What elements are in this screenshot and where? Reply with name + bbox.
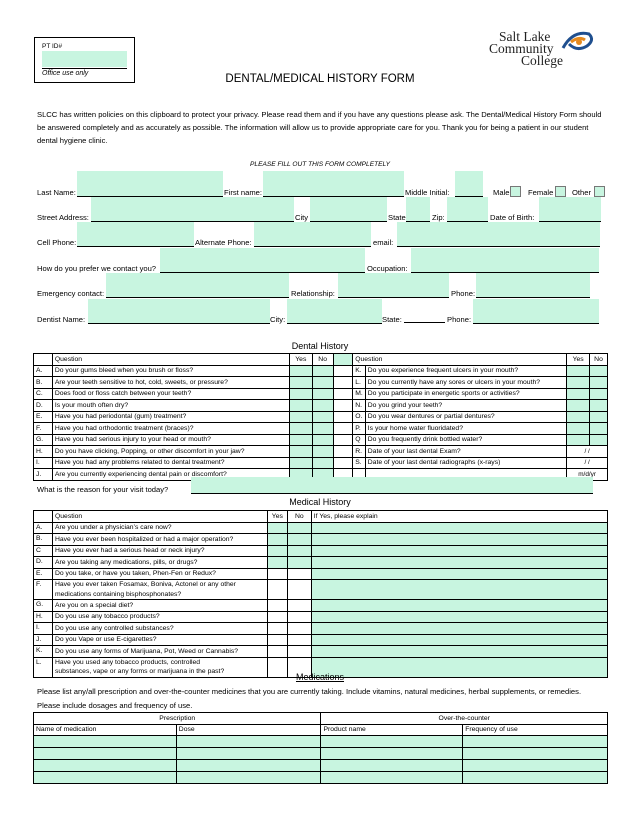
dental-question-right: Do you wear dentures or partial dentures? bbox=[365, 411, 566, 423]
dental-letter: J. bbox=[34, 469, 53, 481]
other-checkbox[interactable] bbox=[594, 186, 605, 197]
medical-col-explain: If Yes, please explain bbox=[311, 511, 607, 523]
medical-col-question: Question bbox=[52, 511, 267, 523]
dental-date-cell[interactable]: m/d/yr bbox=[567, 469, 608, 481]
medical-explain-cell[interactable] bbox=[311, 568, 607, 580]
intro-paragraph: SLCC has written policies on this clipboard to protect your privacy. Please read them and if you have any questions please ask. The Dental/Medical History Form should be answered completely and as accurately as possible. The information will allow us to provide appropriate care for you. Thank you for being a patient in our student dental hygiene clinic. bbox=[37, 110, 602, 145]
dental-question: Are your teeth sensitive to hot, cold, sweets, or pressure? bbox=[52, 377, 289, 389]
email-label: email: bbox=[373, 238, 394, 247]
relationship-label: Relationship: bbox=[291, 289, 335, 298]
table-row bbox=[34, 423, 608, 435]
dental-no-cell-right[interactable] bbox=[590, 434, 608, 446]
table-row bbox=[34, 457, 608, 469]
male-label: Male bbox=[493, 188, 510, 197]
medications-group-row bbox=[34, 713, 608, 725]
table-row bbox=[34, 545, 608, 557]
dental-gap-cell bbox=[333, 434, 353, 446]
first-name-field[interactable] bbox=[263, 171, 404, 197]
medical-no-cell[interactable] bbox=[287, 580, 311, 600]
table-row bbox=[34, 534, 608, 546]
medical-explain-cell[interactable] bbox=[311, 646, 607, 658]
medical-yes-cell[interactable] bbox=[267, 545, 287, 557]
dentist-city-field[interactable] bbox=[287, 299, 382, 324]
dob-label: Date of Birth: bbox=[490, 213, 535, 222]
table-row bbox=[34, 400, 608, 412]
emergency-phone-label: Phone: bbox=[451, 289, 476, 298]
dentist-state-field[interactable] bbox=[404, 322, 445, 323]
dental-question-right: Do you participate in energetic sports or activities? bbox=[365, 388, 566, 400]
dental-yes-cell[interactable] bbox=[289, 446, 312, 458]
medical-question-text: Do you use any tobacco products? bbox=[54, 613, 160, 620]
dental-letter-right: N. bbox=[353, 400, 366, 412]
medications-table bbox=[33, 712, 608, 784]
product-name-cell[interactable] bbox=[321, 736, 463, 748]
medical-explain-cell[interactable] bbox=[311, 634, 607, 646]
city-field[interactable] bbox=[310, 197, 387, 222]
dose-cell[interactable] bbox=[176, 760, 321, 772]
female-checkbox[interactable] bbox=[555, 186, 566, 197]
medical-no-cell[interactable] bbox=[287, 623, 311, 635]
table-row bbox=[34, 568, 608, 580]
first-name-label: First name: bbox=[224, 188, 262, 197]
table-row bbox=[34, 634, 608, 646]
medical-letter: H. bbox=[34, 611, 53, 623]
medical-letter: L. bbox=[34, 657, 53, 677]
table-row bbox=[34, 522, 608, 534]
street-field[interactable] bbox=[91, 197, 294, 222]
medical-letter: E. bbox=[34, 568, 53, 580]
dental-yes-cell[interactable] bbox=[289, 377, 312, 389]
dental-question: Do you have clicking, Popping, or other discomfort in your jaw? bbox=[52, 446, 289, 458]
otc-header: Over-the-counter bbox=[321, 713, 608, 725]
medical-no-cell[interactable] bbox=[287, 611, 311, 623]
dental-yes-cell-right[interactable] bbox=[567, 400, 590, 412]
dental-date-cell[interactable]: / / bbox=[567, 457, 608, 469]
dental-no-cell-right[interactable] bbox=[590, 377, 608, 389]
dental-letter: E. bbox=[34, 411, 53, 423]
medical-letter: C bbox=[34, 545, 53, 557]
medical-question-text: Are you on a special diet? bbox=[54, 601, 134, 609]
table-row bbox=[34, 411, 608, 423]
medication-name-cell[interactable] bbox=[34, 736, 177, 748]
alt-phone-label: Alternate Phone: bbox=[195, 238, 252, 247]
emergency-field[interactable] bbox=[106, 273, 289, 298]
dental-yes-cell-right[interactable] bbox=[567, 388, 590, 400]
medical-no-cell[interactable] bbox=[287, 600, 311, 612]
dental-no-cell[interactable] bbox=[312, 423, 333, 435]
medical-question-text: Do you use any forms of Marijuana, Pot, Weed or Cannabis? bbox=[54, 647, 239, 655]
table-row bbox=[34, 760, 608, 772]
medical-explain-cell[interactable] bbox=[311, 557, 607, 569]
dental-letter-right: O. bbox=[353, 411, 366, 423]
dental-gap-cell bbox=[333, 400, 353, 412]
table-row bbox=[34, 580, 608, 600]
medical-question bbox=[52, 568, 267, 580]
medical-no-cell[interactable] bbox=[287, 557, 311, 569]
frequency-cell[interactable] bbox=[463, 760, 608, 772]
reason-field[interactable] bbox=[191, 477, 593, 494]
office-use-note: Office use only bbox=[42, 70, 89, 77]
medical-letter: J. bbox=[34, 634, 53, 646]
medical-question bbox=[52, 545, 267, 557]
logo-emblem-icon bbox=[559, 28, 597, 56]
dental-letter: I. bbox=[34, 457, 53, 469]
dental-col-question: Question bbox=[52, 354, 289, 366]
dental-letter: C. bbox=[34, 388, 53, 400]
fill-instruction: PLEASE FILL OUT THIS FORM COMPLETELY bbox=[250, 161, 390, 168]
dental-question: Is your mouth often dry? bbox=[52, 400, 289, 412]
medical-question-text: Have you ever had a serious head or neck injury? bbox=[54, 547, 205, 554]
dental-question-right: Do you frequently drink bottled water? bbox=[365, 434, 566, 446]
emergency-phone-field[interactable] bbox=[476, 273, 590, 298]
medical-explain-cell[interactable] bbox=[311, 580, 607, 600]
dentist-name-field[interactable] bbox=[88, 299, 270, 324]
dental-no-cell[interactable] bbox=[312, 400, 333, 412]
medical-question bbox=[52, 623, 267, 635]
table-row bbox=[34, 600, 608, 612]
medical-question-text: Have you used any tobacco products, controlled bbox=[54, 658, 201, 666]
dental-question: Have you had orthodontic treatment (braces)? bbox=[52, 423, 289, 435]
dental-letter-right: S. bbox=[353, 457, 366, 469]
dose-cell[interactable] bbox=[176, 736, 321, 748]
dentist-phone-field[interactable] bbox=[473, 299, 599, 324]
dental-yes-cell[interactable] bbox=[289, 388, 312, 400]
email-field[interactable] bbox=[397, 222, 600, 247]
other-label: Other bbox=[572, 188, 591, 197]
dental-header-blank bbox=[34, 354, 53, 366]
last-name-label: Last Name: bbox=[37, 188, 76, 197]
medical-question bbox=[52, 634, 267, 646]
medical-letter: B. bbox=[34, 534, 53, 546]
dental-gap-cell bbox=[333, 388, 353, 400]
zip-field[interactable] bbox=[447, 197, 488, 222]
table-row bbox=[34, 388, 608, 400]
medications-heading: Medications bbox=[295, 672, 345, 682]
medication-name-cell[interactable] bbox=[34, 772, 177, 784]
dose-cell[interactable] bbox=[176, 772, 321, 784]
col-frequency: Frequency of use bbox=[463, 724, 608, 736]
dental-letter: A. bbox=[34, 365, 53, 377]
dental-no-cell-right[interactable] bbox=[590, 411, 608, 423]
middle-initial-field[interactable] bbox=[455, 171, 483, 197]
medical-no-cell[interactable] bbox=[287, 646, 311, 658]
dental-col-no: No bbox=[312, 354, 333, 366]
col-product-name: Product name bbox=[321, 724, 463, 736]
dental-yes-cell-right[interactable] bbox=[567, 423, 590, 435]
dental-question: Have you had any problems related to dental treatment? bbox=[52, 457, 289, 469]
medical-question bbox=[52, 646, 267, 658]
medical-explain-cell[interactable] bbox=[311, 534, 607, 546]
dentist-phone-label: Phone: bbox=[447, 315, 472, 324]
dental-letter: F. bbox=[34, 423, 53, 435]
dental-yes-cell[interactable] bbox=[289, 411, 312, 423]
medical-question bbox=[52, 600, 267, 612]
last-name-field[interactable] bbox=[77, 171, 223, 197]
frequency-cell[interactable] bbox=[463, 736, 608, 748]
product-name-cell[interactable] bbox=[321, 748, 463, 760]
medical-letter: I. bbox=[34, 623, 53, 635]
medications-col-row bbox=[34, 724, 608, 736]
contact-pref-label: How do you prefer we contact you? bbox=[37, 264, 157, 273]
dental-gap-cell bbox=[333, 365, 353, 377]
dental-letter-right: K. bbox=[353, 365, 366, 377]
medical-letter: G. bbox=[34, 600, 53, 612]
dental-col-yes: Yes bbox=[289, 354, 312, 366]
medical-question bbox=[52, 534, 267, 546]
medical-letter: A. bbox=[34, 522, 53, 534]
dental-question: Does food or floss catch between your teeth? bbox=[52, 388, 289, 400]
table-row bbox=[34, 446, 608, 458]
product-name-cell[interactable] bbox=[321, 772, 463, 784]
medical-question bbox=[52, 522, 267, 534]
dental-yes-cell-right[interactable] bbox=[567, 365, 590, 377]
medical-question-text: Do you use any controlled substances? bbox=[54, 624, 174, 632]
dental-letter-right: Q bbox=[353, 434, 366, 446]
medical-letter: F. bbox=[34, 580, 53, 600]
dental-date-cell[interactable]: / / bbox=[567, 446, 608, 458]
medical-question-text-2: substances, vape or any forms or marijuana in the past? bbox=[54, 668, 225, 675]
medical-yes-cell[interactable] bbox=[267, 634, 287, 646]
medical-yes-cell[interactable] bbox=[267, 623, 287, 635]
medical-question bbox=[52, 580, 267, 600]
dental-gap-cell bbox=[333, 411, 353, 423]
dental-yes-cell-right[interactable] bbox=[567, 411, 590, 423]
medical-no-cell[interactable] bbox=[287, 634, 311, 646]
medical-yes-cell[interactable] bbox=[267, 611, 287, 623]
medical-question bbox=[52, 557, 267, 569]
logo-line-1: Salt Lake bbox=[499, 29, 551, 44]
medical-explain-cell[interactable] bbox=[311, 545, 607, 557]
dental-letter: G. bbox=[34, 434, 53, 446]
dental-question: Are you currently experiencing dental pain or discomfort? bbox=[52, 469, 289, 481]
logo-line-2: Community bbox=[489, 41, 554, 56]
medical-history-table bbox=[33, 510, 608, 678]
dental-no-cell-right[interactable] bbox=[590, 423, 608, 435]
medical-explain-cell[interactable] bbox=[311, 611, 607, 623]
medications-instructions: Please list any/all prescription and over-the-counter medicines that you are currently taking. Include vitamins, natural medicines, herbal supplements, or remedies. Please include dosages and frequency of use. bbox=[37, 687, 582, 710]
medical-explain-cell[interactable] bbox=[311, 623, 607, 635]
product-name-cell[interactable] bbox=[321, 760, 463, 772]
dental-question: Have you had serious injury to your head or mouth? bbox=[52, 434, 289, 446]
frequency-cell[interactable] bbox=[463, 772, 608, 784]
medical-yes-cell[interactable] bbox=[267, 580, 287, 600]
medical-question-text: Are you taking any medications, pills, or drugs? bbox=[54, 558, 198, 566]
medical-question bbox=[52, 611, 267, 623]
medical-yes-cell[interactable] bbox=[267, 557, 287, 569]
medical-question-text: Are you under a physician’s care now? bbox=[54, 524, 172, 531]
medical-no-cell[interactable] bbox=[287, 545, 311, 557]
dental-question: Have you had periodontal (gum) treatment? bbox=[52, 411, 289, 423]
dental-yes-cell[interactable] bbox=[289, 457, 312, 469]
cell-phone-label: Cell Phone: bbox=[37, 238, 77, 247]
pt-id-underline bbox=[42, 68, 127, 69]
occupation-field[interactable] bbox=[411, 248, 599, 273]
alt-phone-field[interactable] bbox=[254, 222, 371, 247]
dental-question-right: Date of your last dental radiographs (x-rays) bbox=[365, 457, 566, 469]
dental-no-cell[interactable] bbox=[312, 457, 333, 469]
medical-yes-cell[interactable] bbox=[267, 646, 287, 658]
medical-no-cell[interactable] bbox=[287, 534, 311, 546]
medical-question-text: Do you Vape or use E-cigarettes? bbox=[54, 636, 157, 643]
medical-explain-cell[interactable] bbox=[311, 600, 607, 612]
medical-history-heading: Medical History bbox=[289, 497, 351, 507]
medical-letter: D. bbox=[34, 557, 53, 569]
dental-col-no-right: No bbox=[590, 354, 608, 366]
dental-col-yes-right: Yes bbox=[567, 354, 590, 366]
table-row bbox=[34, 623, 608, 635]
col-medication-name: Name of medication bbox=[34, 724, 177, 736]
frequency-cell[interactable] bbox=[463, 748, 608, 760]
dental-yes-cell-right[interactable] bbox=[567, 434, 590, 446]
emergency-label: Emergency contact: bbox=[37, 289, 105, 298]
middle-initial-label: Middle Initial: bbox=[405, 188, 450, 197]
male-checkbox[interactable] bbox=[510, 186, 521, 197]
medical-explain-cell[interactable] bbox=[311, 522, 607, 534]
table-row bbox=[34, 377, 608, 389]
table-row bbox=[34, 748, 608, 760]
dental-yes-cell[interactable] bbox=[289, 434, 312, 446]
dental-no-cell-right[interactable] bbox=[590, 365, 608, 377]
table-row bbox=[34, 434, 608, 446]
dental-question-right: Do you experience frequent ulcers in your mouth? bbox=[365, 365, 566, 377]
dental-question-right: Date of your last dental Exam? bbox=[365, 446, 566, 458]
medical-header-blank bbox=[34, 511, 53, 523]
medical-question-text: Have you ever been hospitalized or had a major operation? bbox=[54, 535, 234, 543]
dental-no-cell[interactable] bbox=[312, 388, 333, 400]
dental-no-cell-right[interactable] bbox=[590, 400, 608, 412]
dob-field[interactable] bbox=[539, 197, 601, 222]
logo-line-3: College bbox=[521, 53, 563, 68]
medical-col-yes: Yes bbox=[267, 511, 287, 523]
medical-yes-cell[interactable] bbox=[267, 568, 287, 580]
city-label: City bbox=[295, 213, 309, 222]
dental-history-heading: Dental History bbox=[291, 341, 349, 351]
table-row bbox=[34, 772, 608, 784]
medical-question-text: Do you take, or have you taken, Phen-Fen or Redux? bbox=[54, 570, 216, 577]
medical-yes-cell[interactable] bbox=[267, 600, 287, 612]
dentist-state-label: State: bbox=[382, 315, 402, 324]
dental-gap-cell bbox=[333, 377, 353, 389]
dental-gap-cell bbox=[333, 457, 353, 469]
table-row bbox=[34, 611, 608, 623]
relationship-field[interactable] bbox=[338, 273, 449, 298]
dose-cell[interactable] bbox=[176, 748, 321, 760]
medical-no-cell[interactable] bbox=[287, 568, 311, 580]
dental-yes-cell[interactable] bbox=[289, 365, 312, 377]
medication-name-cell[interactable] bbox=[34, 748, 177, 760]
pt-id-field[interactable] bbox=[42, 51, 127, 67]
dentist-name-label: Dentist Name: bbox=[37, 315, 86, 324]
col-dose: Dose bbox=[176, 724, 321, 736]
dental-gap-cell bbox=[333, 446, 353, 458]
street-label: Street Address: bbox=[37, 213, 89, 222]
prescription-header: Prescription bbox=[34, 713, 321, 725]
state-label: State bbox=[388, 213, 406, 222]
dental-question: Do your gums bleed when you brush or floss? bbox=[52, 365, 289, 377]
medical-question-text: Have you ever taken Fosamax, Boniva, Actonel or any other bbox=[54, 581, 236, 588]
dental-header-gap bbox=[333, 354, 353, 366]
medical-letter: K. bbox=[34, 646, 53, 658]
occupation-label: Occupation: bbox=[367, 264, 408, 273]
dental-letter: B. bbox=[34, 377, 53, 389]
pt-id-label: PT ID# bbox=[42, 43, 63, 50]
dental-yes-cell-right[interactable] bbox=[567, 377, 590, 389]
zip-label: Zip: bbox=[432, 213, 445, 222]
table-row bbox=[34, 646, 608, 658]
dental-question-right: Is your home water fluoridated? bbox=[365, 423, 566, 435]
dental-no-cell[interactable] bbox=[312, 377, 333, 389]
dental-letter-right: M. bbox=[353, 388, 366, 400]
dental-letter: H. bbox=[34, 446, 53, 458]
medication-name-cell[interactable] bbox=[34, 760, 177, 772]
dental-header-row bbox=[34, 354, 608, 366]
dental-history-table bbox=[33, 353, 608, 481]
medical-yes-cell[interactable] bbox=[267, 534, 287, 546]
dental-no-cell[interactable] bbox=[312, 411, 333, 423]
contact-pref-field[interactable] bbox=[160, 248, 365, 273]
table-row bbox=[34, 365, 608, 377]
dental-letter-right: L. bbox=[353, 377, 366, 389]
table-row bbox=[34, 557, 608, 569]
dental-no-cell[interactable] bbox=[312, 434, 333, 446]
cell-phone-field[interactable] bbox=[77, 222, 194, 247]
medical-no-cell[interactable] bbox=[287, 522, 311, 534]
dental-letter: D. bbox=[34, 400, 53, 412]
dental-gap-cell bbox=[333, 423, 353, 435]
medical-header-row bbox=[34, 511, 608, 523]
dentist-city-label: City: bbox=[270, 315, 286, 324]
female-label: Female bbox=[528, 188, 554, 197]
dental-col-question-right: Question bbox=[353, 354, 567, 366]
dental-question-right: Do you currently have any sores or ulcers in your mouth? bbox=[365, 377, 566, 389]
table-row bbox=[34, 736, 608, 748]
medical-question-text-2: medications containing bisphosphonates? bbox=[54, 590, 182, 598]
dental-yes-cell[interactable] bbox=[289, 400, 312, 412]
reason-label: What is the reason for your visit today? bbox=[37, 485, 169, 494]
medical-yes-cell[interactable] bbox=[267, 522, 287, 534]
form-title: DENTAL/MEDICAL HISTORY FORM bbox=[225, 73, 415, 85]
dental-letter-right: P. bbox=[353, 423, 366, 435]
slcc-logo bbox=[489, 26, 599, 70]
dental-no-cell[interactable] bbox=[312, 446, 333, 458]
dental-question-right: Do you grind your teeth? bbox=[365, 400, 566, 412]
dental-no-cell[interactable] bbox=[312, 365, 333, 377]
dental-yes-cell[interactable] bbox=[289, 423, 312, 435]
medical-col-no: No bbox=[287, 511, 311, 523]
dental-letter-right: R. bbox=[353, 446, 366, 458]
dental-no-cell-right[interactable] bbox=[590, 388, 608, 400]
state-field[interactable] bbox=[406, 197, 430, 222]
